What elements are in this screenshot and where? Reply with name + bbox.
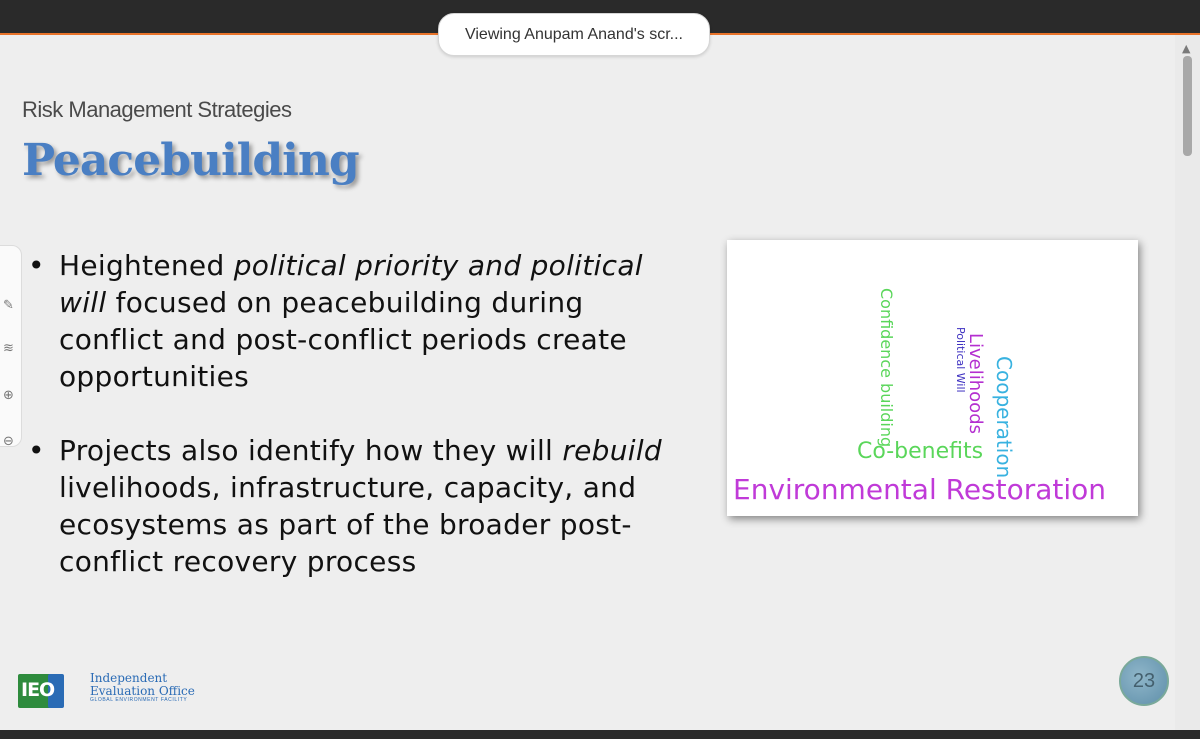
scroll-up-arrow-icon[interactable]: ▲: [1182, 42, 1191, 55]
slide-title: Peacebuilding: [22, 135, 359, 186]
word-co-benefits: Co-benefits: [857, 439, 984, 464]
bullet-dot: •: [28, 249, 45, 282]
highlighter-icon[interactable]: ≋: [3, 341, 14, 356]
ieo-logo: [18, 672, 218, 712]
logo-line2: Evaluation Office: [90, 684, 195, 698]
bullet-dot: •: [28, 434, 45, 467]
logo-tagline: GLOBAL ENVIRONMENT FACILITY: [90, 697, 188, 703]
page-number-text: 23: [1132, 669, 1156, 692]
annotation-toolbar[interactable]: [0, 245, 22, 447]
viewing-screen-banner-text: Viewing Anupam Anand's scr...: [464, 25, 683, 43]
bullet-item: [28, 247, 668, 395]
bullet-list: [28, 247, 668, 617]
word-political-will: Political Will: [954, 327, 967, 393]
bottom-toolbar: [0, 730, 1200, 739]
zoom-in-icon[interactable]: ⊕: [3, 388, 14, 403]
logo-org-name: [90, 672, 195, 698]
bullet2-emphasis: rebuild: [562, 434, 663, 467]
bullet2-text-b: livelihoods, infrastructure, capacity, and ecosystems as part of the broader post-conflict recovery process: [59, 471, 637, 578]
bullet1-text-a: Heightened: [59, 249, 234, 282]
slide-subtitle: Risk Management Strategies: [22, 97, 292, 122]
bullet2-text-a: Projects also identify how they will: [59, 434, 563, 467]
word-livelihoods: Livelihoods: [965, 333, 986, 434]
word-confidence-building: Confidence building: [877, 288, 896, 448]
slide-page-number: [1119, 656, 1169, 706]
pen-icon[interactable]: ✎: [3, 298, 14, 313]
presentation-slide: [0, 35, 1175, 730]
zoom-out-icon[interactable]: ⊖: [3, 434, 14, 449]
logo-letters: IEO: [21, 679, 55, 701]
word-cloud-image: [727, 240, 1138, 516]
word-environmental-restoration: Environmental Restoration: [733, 473, 1107, 506]
bullet1-emphasis: political priority and political will: [59, 249, 643, 319]
logo-line1: Independent: [90, 671, 168, 685]
bullet-item: [28, 432, 668, 580]
word-cooperation: Cooperation: [992, 356, 1016, 479]
viewing-screen-banner[interactable]: [438, 13, 710, 56]
bullet1-text-b: focused on peacebuilding during conflict and post-conflict periods create opportunities: [59, 286, 627, 393]
scrollbar-thumb[interactable]: [1183, 56, 1192, 156]
